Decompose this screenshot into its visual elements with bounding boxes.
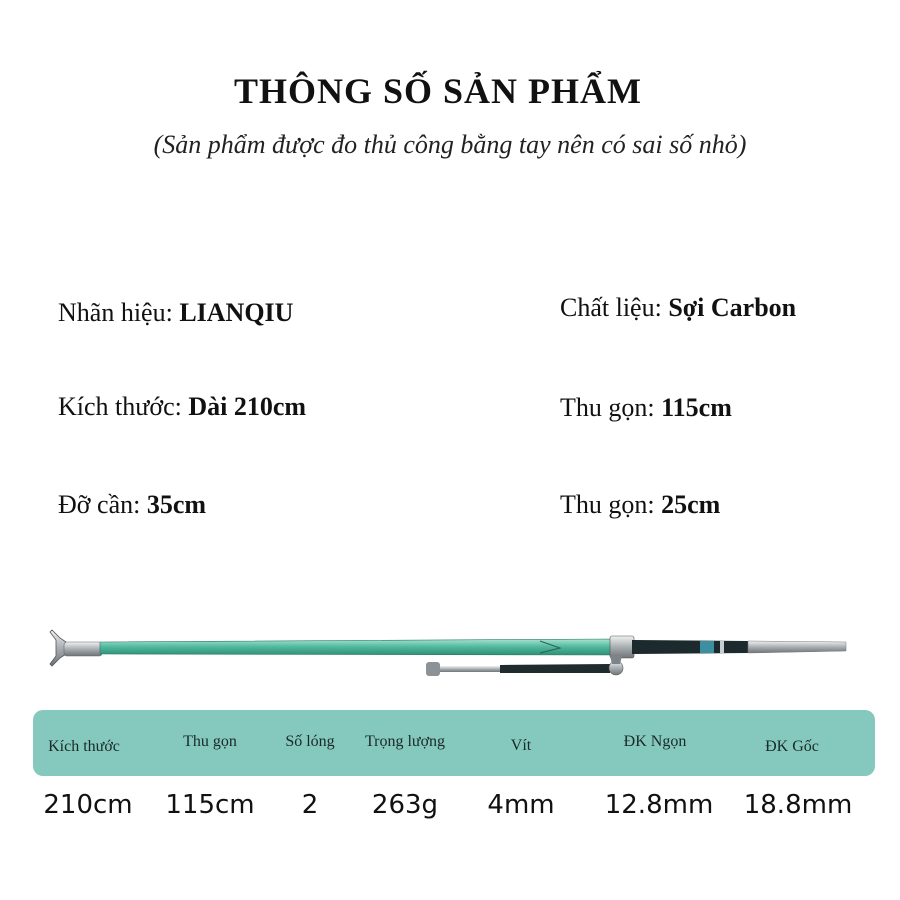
spec-value: 115cm xyxy=(661,393,732,422)
table-cell-tip-diameter: 12.8mm xyxy=(604,790,714,820)
table-header-tip-diameter: ĐK Ngọn xyxy=(623,733,687,750)
spec-rest-collapsed xyxy=(560,490,720,520)
table-cell-base-diameter: 18.8mm xyxy=(743,790,853,820)
spec-rest-length xyxy=(58,490,206,520)
page-title: THÔNG SỐ SẢN PHẨM xyxy=(233,71,643,111)
table-header-base-diameter: ĐK Gốc xyxy=(765,738,819,755)
table-cell-sections: 2 xyxy=(301,790,319,820)
spec-brand xyxy=(58,298,293,328)
spec-value: Dài 210cm xyxy=(188,392,307,421)
spec-collapsed-length xyxy=(560,393,732,423)
spec-table-header-band xyxy=(33,710,875,776)
spec-value: LIANQIU xyxy=(179,298,294,327)
spec-label: Kích thước: xyxy=(58,392,189,421)
spec-label: Thu gọn: xyxy=(560,393,662,422)
spec-label: Nhãn hiệu: xyxy=(58,298,180,327)
table-header-screw: Vít xyxy=(510,737,532,754)
table-cell-size: 210cm xyxy=(43,790,133,820)
table-cell-screw: 4mm xyxy=(487,790,555,820)
table-cell-weight: 263g xyxy=(371,790,439,820)
table-cell-collapsed: 115cm xyxy=(165,790,255,820)
table-header-weight: Trọng lượng xyxy=(364,733,446,750)
spec-value: Sợi Carbon xyxy=(668,293,797,322)
table-header-sections: Số lóng xyxy=(285,733,335,750)
spec-material xyxy=(560,293,796,323)
spec-label: Đỡ cần: xyxy=(58,490,147,519)
spec-label: Chất liệu: xyxy=(560,293,669,322)
page-subtitle: (Sản phẩm được đo thủ công bằng tay nên có sai số nhỏ) xyxy=(153,130,747,159)
spec-size xyxy=(58,392,306,422)
spec-label: Thu gọn: xyxy=(560,490,662,519)
table-header-size: Kích thước xyxy=(48,738,120,755)
table-header-collapsed: Thu gọn xyxy=(183,733,237,750)
spec-value: 25cm xyxy=(661,490,721,519)
fishing-rod-icon xyxy=(0,620,900,690)
spec-value: 35cm xyxy=(146,490,207,519)
